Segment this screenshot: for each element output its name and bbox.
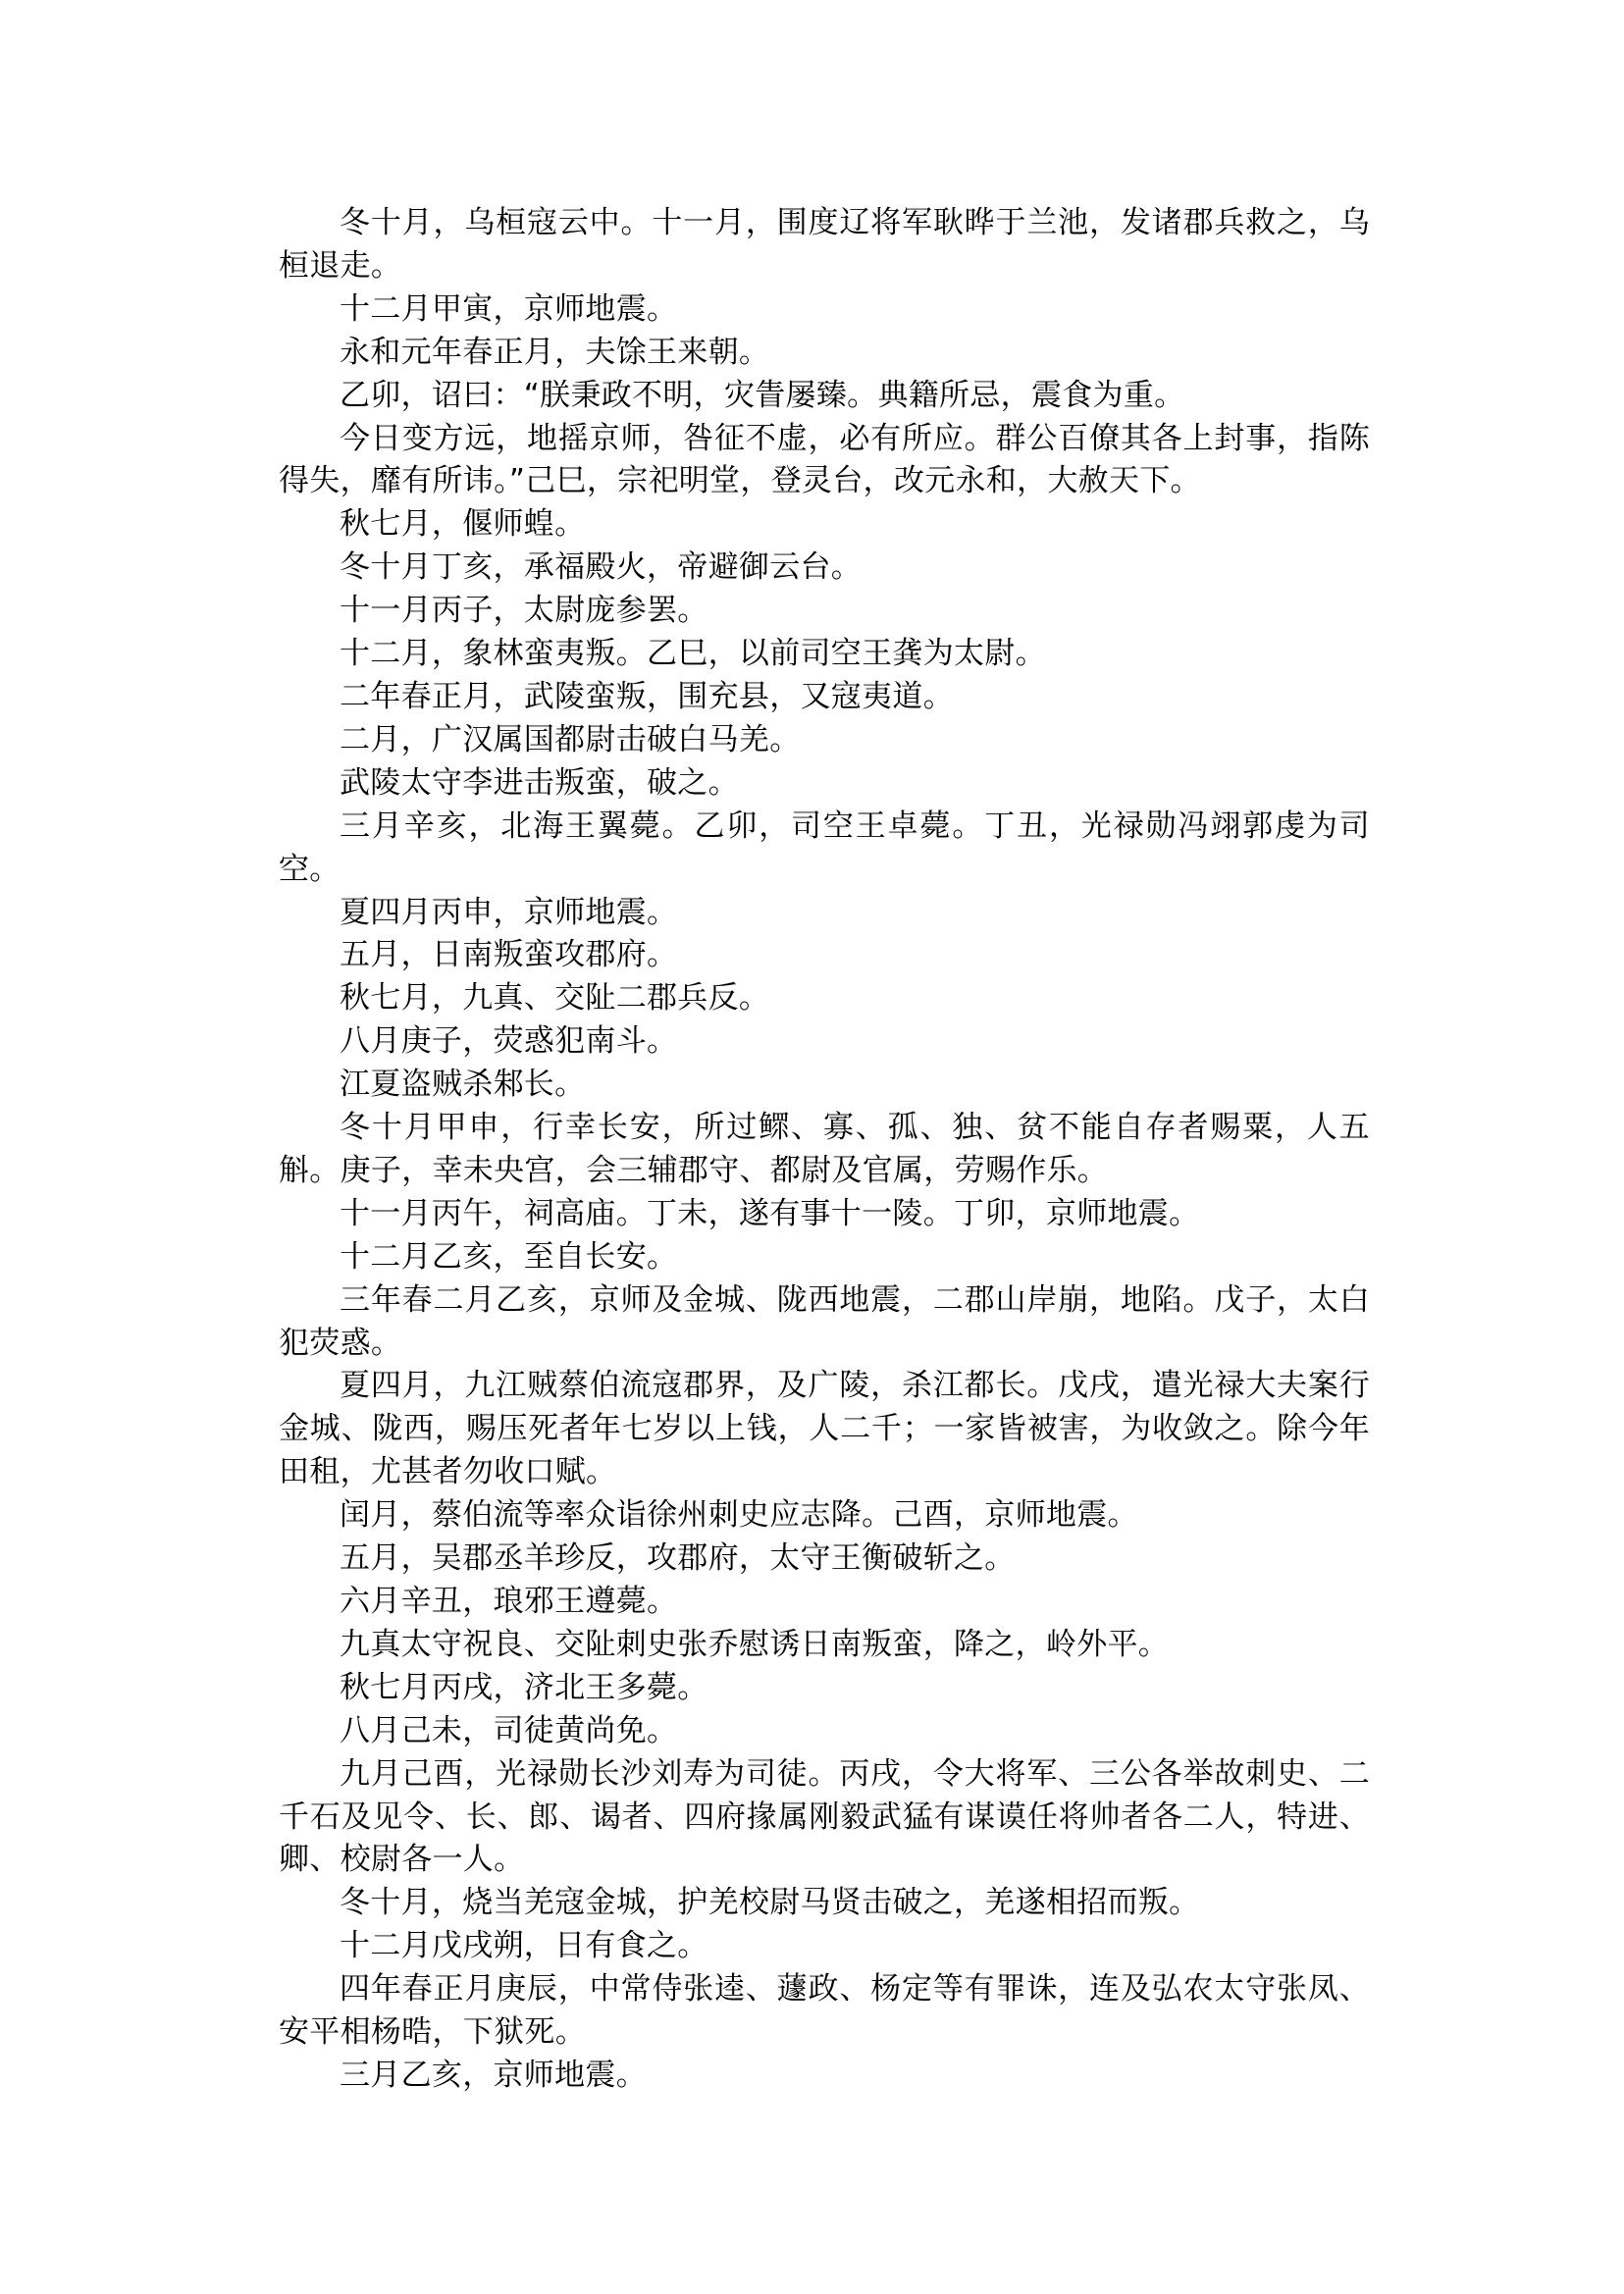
paragraph: 四年春正月庚辰，中常侍张逵、蘧政、杨定等有罪诛，连及弘农太守张凤、安平相杨晧，下狱死。 — [279, 1971, 1370, 2051]
paragraph: 三年春二月乙亥，京师及金城、陇西地震，二郡山岸崩，地陷。戊子，太白犯荧惑。 — [279, 1281, 1370, 1361]
paragraph: 三月乙亥，京师地震。 — [340, 2057, 647, 2093]
paragraph: 武陵太守李进击叛蛮，破之。 — [340, 764, 739, 801]
paragraph: 六月辛丑，琅邪王遵薨。 — [340, 1584, 678, 1619]
paragraph: 二年春正月，武陵蛮叛，围充县，又寇夷道。 — [340, 678, 954, 714]
paragraph: 夏四月丙申，京师地震。 — [340, 894, 678, 930]
paragraph: 五月，吴郡丞羊珍反，攻郡府，太守王衡破斩之。 — [340, 1540, 1016, 1577]
paragraph: 十二月甲寅，京师地震。 — [340, 290, 678, 327]
paragraph: 冬十月丁亥，承福殿火，帝避御云台。 — [340, 549, 863, 586]
paragraph: 乙卯，诏曰：“朕秉政不明，灾眚屡臻。典籍所忌，震食为重。 — [340, 377, 1185, 413]
paragraph: 秋七月，九真、交阯二郡兵反。 — [340, 980, 770, 1017]
paragraph: 二月，广汉属国都尉击破白马羌。 — [340, 721, 801, 757]
paragraph: 五月，日南叛蛮攻郡府。 — [340, 937, 678, 973]
paragraph: 九真太守祝良、交阯刺史张乔慰诱日南叛蛮，降之，岭外平。 — [340, 1626, 1170, 1662]
paragraph: 今日变方远，地摇京师，咎征不虚，必有所应。群公百僚其各上封事，指陈得失，靡有所讳。”己巳，宗祀明堂，登灵台，改元永和，大赦天下。 — [279, 420, 1370, 499]
paragraph: 秋七月，偃师蝗。 — [340, 506, 586, 543]
paragraph: 江夏盗贼杀邾长。 — [340, 1067, 586, 1103]
paragraph: 十二月乙亥，至自长安。 — [340, 1238, 678, 1275]
paragraph: 冬十月甲申，行幸长安，所过鳏、寡、孤、独、贫不能自存者赐粟，人五斛。庚子，幸未央宫，会三辅郡守、都尉及官属，劳赐作乐。 — [279, 1110, 1370, 1188]
document-body — [279, 202, 1370, 2098]
paragraph: 九月己酉，光禄勋长沙刘寿为司徒。丙戌，令大将军、三公各举故刺史、二千石及见令、长、郎、谒者、四府掾属刚毅武猛有谋谟任将帅者各二人，特进、卿、校尉各一人。 — [279, 1755, 1370, 1878]
paragraph: 十一月丙子，太尉庞参罢。 — [340, 593, 708, 629]
paragraph: 八月己未，司徒黄尚免。 — [340, 1712, 678, 1748]
paragraph: 八月庚子，荧惑犯南斗。 — [340, 1023, 678, 1060]
paragraph: 秋七月丙戌，济北王多薨。 — [340, 1669, 708, 1705]
paragraph: 夏四月，九江贼蔡伯流寇郡界，及广陵，杀江都长。戊戌，遣光禄大夫案行金城、陇西，赐压死者年七岁以上钱，人二千；一家皆被害，为收敛之。除今年田租，尤甚者勿收口赋。 — [279, 1368, 1370, 1490]
paragraph: 十二月戊戌朔，日有食之。 — [340, 1928, 708, 1964]
paragraph: 冬十月，乌桓寇云中。十一月，围度辽将军耿晔于兰池，发诸郡兵救之，乌桓退走。 — [279, 205, 1370, 284]
paragraph: 闰月，蔡伯流等率众诣徐州刺史应志降。己酉，京师地震。 — [340, 1497, 1138, 1534]
paragraph: 冬十月，烧当羌寇金城，护羌校尉马贤击破之，羌遂相招而叛。 — [340, 1885, 1200, 1921]
paragraph: 永和元年春正月，夫馀王来朝。 — [340, 334, 770, 370]
paragraph: 十二月，象林蛮夷叛。乙巳，以前司空王龚为太尉。 — [340, 636, 1046, 672]
paragraph: 十一月丙午，祠高庙。丁未，遂有事十一陵。丁卯，京师地震。 — [340, 1195, 1200, 1231]
paragraph: 三月辛亥，北海王翼薨。乙卯，司空王卓薨。丁丑，光禄勋冯翊郭虔为司空。 — [279, 808, 1370, 887]
